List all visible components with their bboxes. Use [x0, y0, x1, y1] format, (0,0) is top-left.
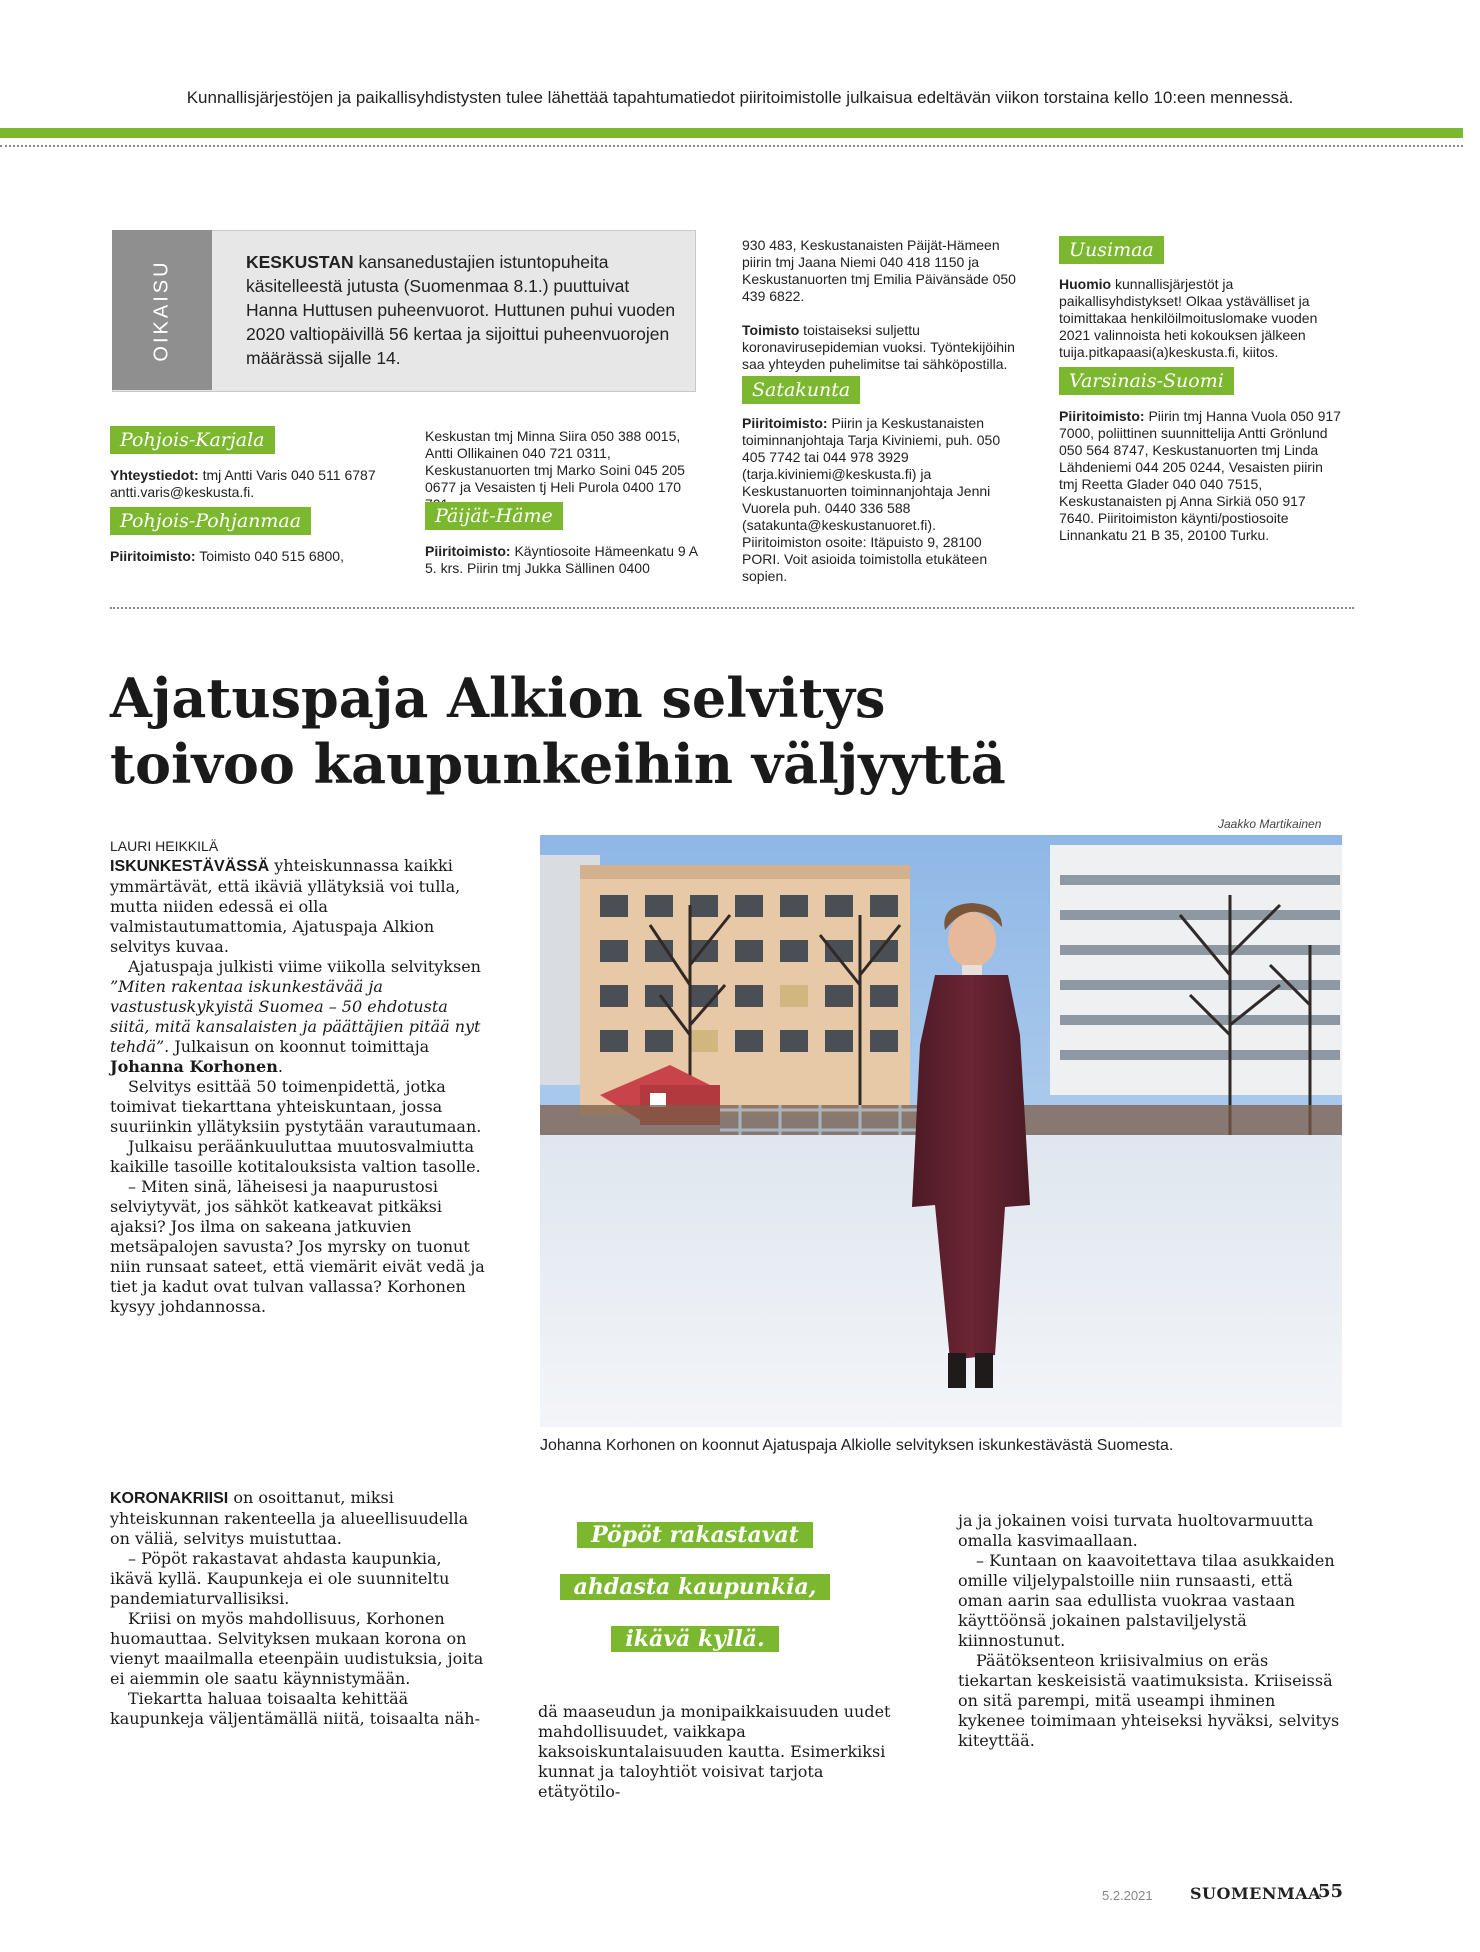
footer-page-number: 55 [1318, 1881, 1344, 1902]
region-heading-satakunta: Satakunta [742, 376, 860, 404]
region-heading-paijat-hame: Päijät-Häme [425, 502, 563, 530]
region-heading-uusimaa: Uusimaa [1059, 236, 1164, 264]
region-text-uusimaa: Huomio kunnallisjärjestöt ja paikallisyhdistykset! Olkaa ystävälliset ja toimittakaa henkilöilmoituslomake vuoden 2021 valinnoista heti kokouksen jälkeen tuija.pitkapaasi(a)keskusta.fi, kiitos. [1059, 276, 1318, 360]
article-body-col3: ja ja jokainen voisi turvata huoltovarmuutta omalla kasvimaallaan. – Kuntaan on kaavoitettava tilaa asukkaiden omille viljelypalstoille niin runsaasti, että oman aarin saa edullista vuokraa vastaan käyttöönsä jokainen palstaviljelystä kiinnostunut. Päätöksenteon kriisivalmius on eräs tiekartan keskeisistä vaatimuksista. Kriiseissä on sitä parempi, mitä useampi ihminen kykenee toimimaan yhteiseksi hyväksi, selvitys kiteyttää. [958, 1511, 1340, 1750]
article-body-col1-bottom: KORONAKRIISI on osoittanut, miksi yhteiskunnan rakenteella ja alueellisuudella on väliä, selvitys muistuttaa. – Pöpöt rakastavat ahdasta kaupunkia, ikävä kyllä. Kaupunkeja ei ole suunniteltu pandemiaturvallisiksi. Kriisi on myös mahdollisuus, Korhonen huomauttaa. Selvityksen mukaan korona on vienyt maailmalla eteenpäin uudistuksia, joita ei aiemmin ole saatu käynnistymään. Tiekartta haluaa toisaalta kehittää kaupunkeja väljentämällä niitä, toisaalta näh- [110, 1488, 484, 1728]
region-text-varsinais-suomi: Piiritoimisto: Piirin tmj Hanna Vuola 050 917 7000, poliittinen suunnittelija Antti Grönlund 050 564 8747, Keskustanuorten tmj Linda Lähdeniemi 044 205 0244, Vesaisten piirin tmj Reetta Glader 040 040 7515, Keskustanaisten pj Anna Sirkiä 050 917 7640. Piiritoimiston käynti/postiosoite Linnankatu 21 B 35, 20100 Turku. [1059, 408, 1341, 543]
region-text-paijat-hame: Piiritoimisto: Käyntiosoite Hämeenkatu 9 A 5. krs. Piirin tmj Jukka Sällinen 0400 [425, 543, 698, 576]
submission-notice: Kunnallisjärjestöjen ja paikallisyhdistysten tulee lähettää tapahtumatiedot piiritoimistolle julkaisua edeltävän viikon torstaina kello 10:een mennessä. [186, 88, 1294, 107]
pull-quote-line-2: ahdasta kaupunkia, [560, 1574, 831, 1600]
article-headline: Ajatuspaja Alkion selvitys toivoo kaupunkeihin väljyyttä [110, 666, 1006, 796]
correction-text: KESKUSTAN kansanedustajien istuntopuheita käsitelleestä jutusta (Suomenmaa 8.1.) puuttuivat Hanna Huttusen puheenvuorot. Huttunen puhui vuoden 2020 valtiopäivillä 56 kertaa ja sijoittui puheenvuorojen määrässä sijalle 14. [246, 252, 676, 368]
region-text-pohjois-pohjanmaa: Piiritoimisto: Toimisto 040 515 6800, [110, 548, 344, 564]
region-text-paijat-hame-office: Toimisto toistaiseksi suljettu koronavirusepidemian vuoksi. Työntekijöihin saa yhteyden puhelimitse tai sähköpostilla. [742, 322, 1015, 372]
region-text-pohjois-pohjanmaa-continued: Keskustan tmj Minna Siira 050 388 0015, Antti Ollikainen 040 721 0311, Keskustanuorten tmj Marko Soini 045 205 0677 ja Vesaisten tj Heli Purola 0400 170 [425, 428, 685, 495]
correction-lead: KESKUSTAN [246, 252, 354, 272]
article-photo [540, 835, 1342, 1427]
pull-quote-line-1: Pöpöt rakastavat [577, 1522, 813, 1548]
pull-quote-line-3: ikävä kyllä. [611, 1626, 778, 1652]
article-body-col2: dä maaseudun ja monipaikkaisuuden uudet mahdollisuudet, vaikkapa kaksoiskuntalaisuuden kautta. Esimerkiksi kunnat ja taloyhtiöt voisivat tarjota etätyötilo- [538, 1702, 891, 1801]
region-heading-varsinais-suomi: Varsinais-Suomi [1059, 367, 1234, 395]
footer-magazine-name: SUOMENMAA [1190, 1884, 1322, 1903]
region-heading-pohjois-karjala: Pohjois-Karjala [110, 426, 275, 454]
article-byline: LAURI HEIKKILÄ [110, 838, 219, 854]
article-body-col1-top: ISKUNKESTÄVÄSSÄ yhteiskunnassa kaikki ymmärtävät, että ikäviä yllätyksiä voi tulla, mutta niiden edessä ei olla valmistautumattomia, Ajatuspaja Alkion selvitys kuvaa. Ajatuspaja julkisti viime viikolla selvityksen ”Miten rakentaa iskunkestävää ja vastustuskykyistä Suomea – 50 ehdotusta siitä, mitä kansalaisten ja päättäjien pitää nyt tehdä”. Julkaisun on koonnut toimittaja Johanna Korhonen. Selvitys esittää 50 toimenpidettä, jotka toimivat tiekarttana yhteiskuntaan, jossa suuriinkin yllätyksiin pystytään varautumaan. Julkaisu peräänkuuluttaa muutosvalmiutta kaikille tasoille kotitalouksista valtion tasolle. – Miten sinä, läheisesi ja naapurustosi selviytyvät, jos sähköt katkeavat pitkäksi ajaksi? Jos ilma on sakeana jatkuvien metsäpalojen savusta? Jos myrsky on tuonut niin runsaat sateet, että viemärit eivät vedä ja tiet ja kadut ovat tulvan vallassa? Korhonen kysyy johdannossa. [110, 856, 485, 1316]
pull-quote [550, 1515, 840, 1659]
lead-word: ISKUNKESTÄVÄSSÄ [110, 858, 270, 875]
dotted-divider-middle [110, 607, 1354, 609]
photo-caption: Johanna Korhonen on koonnut Ajatuspaja Alkiolle selvityksen iskunkestävästä Suomesta. [540, 1437, 1174, 1454]
region-text-paijat-hame-continued: 930 483, Keskustanaisten Päijät-Hämeen piirin tmj Jaana Niemi 040 418 1150 ja Keskustanuorten tmj Emilia Päivänsäde 050 439 6822. [742, 237, 1016, 304]
region-text-pohjois-karjala: Yhteystiedot: tmj Antti Varis 040 511 6787 antti.varis@keskusta.fi. [110, 467, 376, 500]
region-text-satakunta: Piiritoimisto: Piirin ja Keskustanaisten toiminnanjohtaja Tarja Kiviniemi, puh. 050 405 7742 tai 044 978 3929 (tarja.kiviniemi@keskusta.fi) ja Keskustanuorten toiminnanjohtaja Jenni Vuorela puh. 0440 336 588 (satakunta@keskustanuoret.fi). Piiritoimiston osoite: Itäpuisto 9, 28100 PORI. Voit asioida toimistolla etukäteen sopien. [742, 415, 1001, 584]
dotted-divider-top [0, 145, 1463, 147]
correction-label: OIKAISU [150, 258, 173, 362]
footer-date: 5.2.2021 [1102, 1888, 1153, 1903]
green-rule [0, 128, 1463, 138]
photo-credit: Jaakko Martikainen [1218, 817, 1322, 831]
region-heading-pohjois-pohjanmaa: Pohjois-Pohjanmaa [110, 507, 311, 535]
lead-word-2: KORONAKRIISI [110, 1490, 229, 1507]
